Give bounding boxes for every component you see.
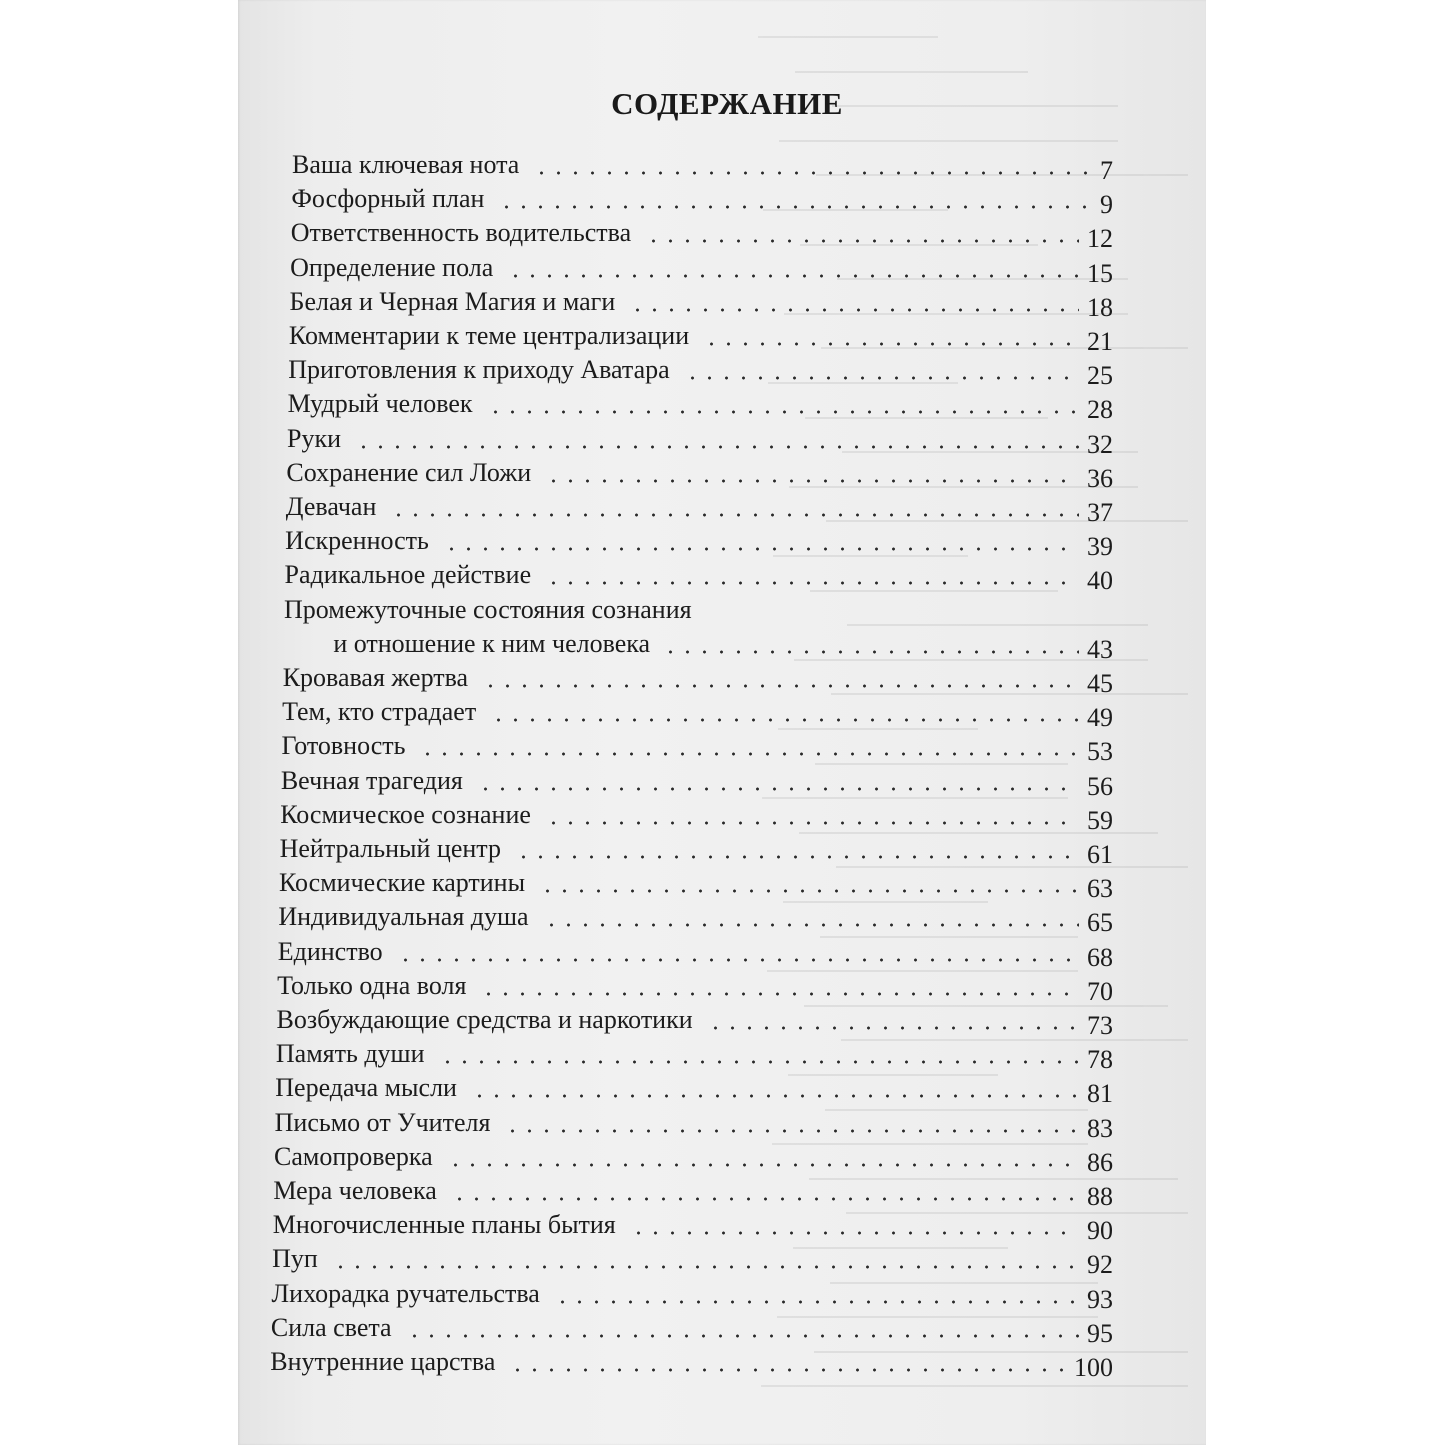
toc-entry <box>289 321 1113 355</box>
toc-entry-title: Лихорадка ручательства <box>271 1278 540 1308</box>
dot-leader <box>533 170 1092 176</box>
toc-entry-title: Индивидуальная душа <box>278 902 529 932</box>
dot-leader <box>543 922 1079 928</box>
toc-entry <box>286 492 1113 526</box>
dot-leader <box>451 1196 1079 1202</box>
toc-entry-page-number: 88 <box>1086 1182 1113 1211</box>
toc-entry <box>290 253 1113 287</box>
toc-entry <box>283 663 1113 697</box>
dot-leader <box>443 546 1079 552</box>
toc-entry-title: Космическое сознание <box>280 799 531 829</box>
toc-entry-page-number: 73 <box>1087 1011 1113 1040</box>
toc-entry-page-number: 39 <box>1086 532 1113 562</box>
toc-entry-page-number: 18 <box>1086 292 1113 322</box>
dot-leader <box>554 1299 1079 1305</box>
dot-leader <box>471 1093 1079 1099</box>
toc-entry <box>281 766 1113 800</box>
table-of-contents <box>238 0 1206 1445</box>
toc-entry <box>288 355 1113 389</box>
toc-entry-title: Нейтральный центр <box>279 834 501 863</box>
toc-entry-title: Девачан <box>285 492 377 521</box>
dot-leader <box>629 307 1079 313</box>
toc-entry-title: Приготовления к приходу Аватара <box>288 355 670 385</box>
toc-entry <box>277 1005 1114 1039</box>
toc-entry-page-number: 81 <box>1086 1079 1113 1109</box>
toc-entry-page-number: 68 <box>1086 942 1113 972</box>
dot-leader <box>332 1264 1079 1270</box>
dot-leader <box>545 820 1079 826</box>
toc-entry-title: Радикальное действие <box>284 560 532 590</box>
dot-leader <box>515 854 1079 860</box>
toc-entry <box>287 424 1113 458</box>
dot-leader <box>645 238 1079 244</box>
toc-entry-title: Кровавая жертва <box>282 663 469 692</box>
toc-entry <box>290 287 1113 321</box>
toc-entry-title: Внутренние царства <box>270 1347 496 1376</box>
toc-entry <box>281 731 1113 765</box>
dot-leader <box>507 273 1079 279</box>
toc-entry-title: Только одна воля <box>277 970 467 1000</box>
toc-entry-title: Ваша ключевая нота <box>292 150 520 179</box>
dot-leader <box>439 1059 1079 1065</box>
toc-entry <box>276 1039 1113 1073</box>
toc-entry <box>280 834 1113 868</box>
toc-entry-title: Руки <box>287 423 342 453</box>
toc-entry-page-number: 100 <box>1073 1353 1113 1382</box>
dot-leader <box>480 991 1079 997</box>
toc-entry-page-number: 9 <box>1099 190 1113 220</box>
toc-entry-title-continuation: и отношение к ним человека <box>333 628 651 658</box>
toc-entry-title: Белая и Черная Магия и маги <box>289 286 616 316</box>
toc-entry-title: Память души <box>275 1039 425 1069</box>
toc-entry-page-number: 95 <box>1086 1318 1113 1348</box>
toc-entry-page-number: 63 <box>1086 874 1113 904</box>
toc-entry-page-number: 56 <box>1086 771 1113 801</box>
dot-leader <box>545 478 1079 484</box>
toc-entry-page-number: 53 <box>1086 737 1113 767</box>
toc-entry-title: Пуп <box>272 1244 318 1274</box>
toc-entry-page-number: 40 <box>1086 566 1113 596</box>
toc-entry <box>273 1210 1113 1244</box>
toc-entry-title: Мера человека <box>273 1176 437 1205</box>
toc-entry-title: Самопроверка <box>274 1141 433 1171</box>
toc-entry <box>278 937 1113 971</box>
toc-entry-page-number: 7 <box>1100 156 1113 185</box>
toc-entry-title: Сохранение сил Ложи <box>286 457 532 487</box>
toc-entry-page-number: 70 <box>1086 976 1113 1006</box>
toc-entry-page-number: 93 <box>1086 1284 1113 1314</box>
toc-entry-title: Промежуточные состояния сознания <box>283 594 692 624</box>
toc-entry-title: Мудрый человек <box>287 389 473 419</box>
toc-entry-title: Многочисленные планы бытия <box>272 1210 616 1240</box>
dot-leader <box>498 204 1092 210</box>
toc-entry-page-number: 25 <box>1086 361 1113 391</box>
toc-entry-page-number: 65 <box>1086 908 1113 938</box>
toc-entry-page-number: 61 <box>1086 840 1113 869</box>
toc-entry-title: Готовность <box>281 731 406 761</box>
toc-entry-title: Комментарии к теме централизации <box>288 321 690 350</box>
toc-entry-page-number: 78 <box>1086 1045 1113 1075</box>
dot-leader <box>684 375 1079 381</box>
toc-entry <box>270 1347 1113 1381</box>
toc-entry-title: Космические картины <box>278 868 526 898</box>
dot-leader <box>477 786 1079 792</box>
toc-entry <box>286 458 1113 492</box>
toc-entry <box>273 1176 1113 1210</box>
toc-entry-page-number: 49 <box>1086 703 1113 733</box>
toc-entry <box>282 697 1113 731</box>
toc-entry-title: Ответственность водительства <box>290 218 632 248</box>
toc-entry <box>275 1073 1113 1107</box>
toc-entry <box>272 1279 1113 1313</box>
toc-entry-title: Передача мысли <box>275 1073 457 1103</box>
toc-entry <box>292 150 1113 184</box>
toc-entry-title: Возбуждающие средства и наркотики <box>276 1005 693 1034</box>
toc-entry-title: Письмо от Учителя <box>274 1107 491 1137</box>
dot-leader <box>482 683 1079 689</box>
toc-entry-page-number: 21 <box>1086 327 1113 356</box>
toc-entry <box>291 184 1113 218</box>
toc-entry-continuation-row <box>283 629 1113 663</box>
toc-entry-page-number: 37 <box>1086 498 1113 527</box>
toc-entry-page-number: 90 <box>1086 1216 1113 1246</box>
dot-leader <box>509 1367 1066 1373</box>
toc-entry-page-number: 15 <box>1086 258 1113 288</box>
toc-entry-title: Единство <box>277 936 383 966</box>
toc-entry <box>291 218 1113 252</box>
dot-leader <box>487 409 1079 415</box>
toc-entry-page-number: 59 <box>1086 805 1113 835</box>
dot-leader <box>662 649 1079 655</box>
toc-entry <box>272 1244 1113 1278</box>
toc-entry-title: Тем, кто страдает <box>282 697 477 727</box>
dot-leader <box>419 751 1079 757</box>
toc-entry-title: Вечная трагедия <box>280 765 463 795</box>
dot-leader <box>539 888 1079 894</box>
toc-entry <box>285 526 1113 560</box>
dot-leader <box>447 1162 1079 1168</box>
dot-leader <box>390 512 1079 518</box>
toc-entry <box>278 902 1113 936</box>
dot-leader <box>504 1128 1079 1134</box>
dot-leader <box>545 580 1079 586</box>
toc-entry <box>280 800 1113 834</box>
toc-entry-page-number: 32 <box>1086 429 1113 459</box>
book-page <box>238 0 1206 1445</box>
toc-entry-title: Искренность <box>285 526 429 556</box>
toc-entry-page-number: 28 <box>1086 395 1113 425</box>
toc-entry <box>284 595 1113 629</box>
page-title: СОДЕРЖАНИЕ <box>611 86 843 121</box>
toc-entry-page-number: 86 <box>1086 1147 1113 1177</box>
toc-entry <box>275 1108 1113 1142</box>
dot-leader <box>355 444 1079 450</box>
dot-leader <box>406 1333 1079 1339</box>
toc-entry <box>288 389 1113 423</box>
toc-entry-page-number: 12 <box>1086 224 1113 254</box>
toc-entry <box>279 868 1113 902</box>
toc-entry-page-number: 83 <box>1086 1113 1113 1143</box>
toc-entry-page-number: 36 <box>1086 463 1113 493</box>
dot-leader <box>630 1230 1079 1236</box>
toc-entry <box>271 1313 1113 1347</box>
toc-entry <box>277 971 1113 1005</box>
toc-entry-page-number: 92 <box>1086 1250 1113 1280</box>
toc-entry-title: Фосфорный план <box>291 184 485 214</box>
dot-leader <box>397 957 1079 963</box>
toc-entry <box>285 560 1113 594</box>
dot-leader <box>707 1025 1079 1031</box>
toc-entry-page-number: 43 <box>1086 634 1113 664</box>
toc-entry-page-number: 45 <box>1086 669 1113 698</box>
toc-entry-title: Определение пола <box>290 252 494 282</box>
toc-entry <box>274 1142 1113 1176</box>
dot-leader <box>490 717 1079 723</box>
toc-entry-title: Сила света <box>270 1312 392 1342</box>
dot-leader <box>703 341 1079 347</box>
